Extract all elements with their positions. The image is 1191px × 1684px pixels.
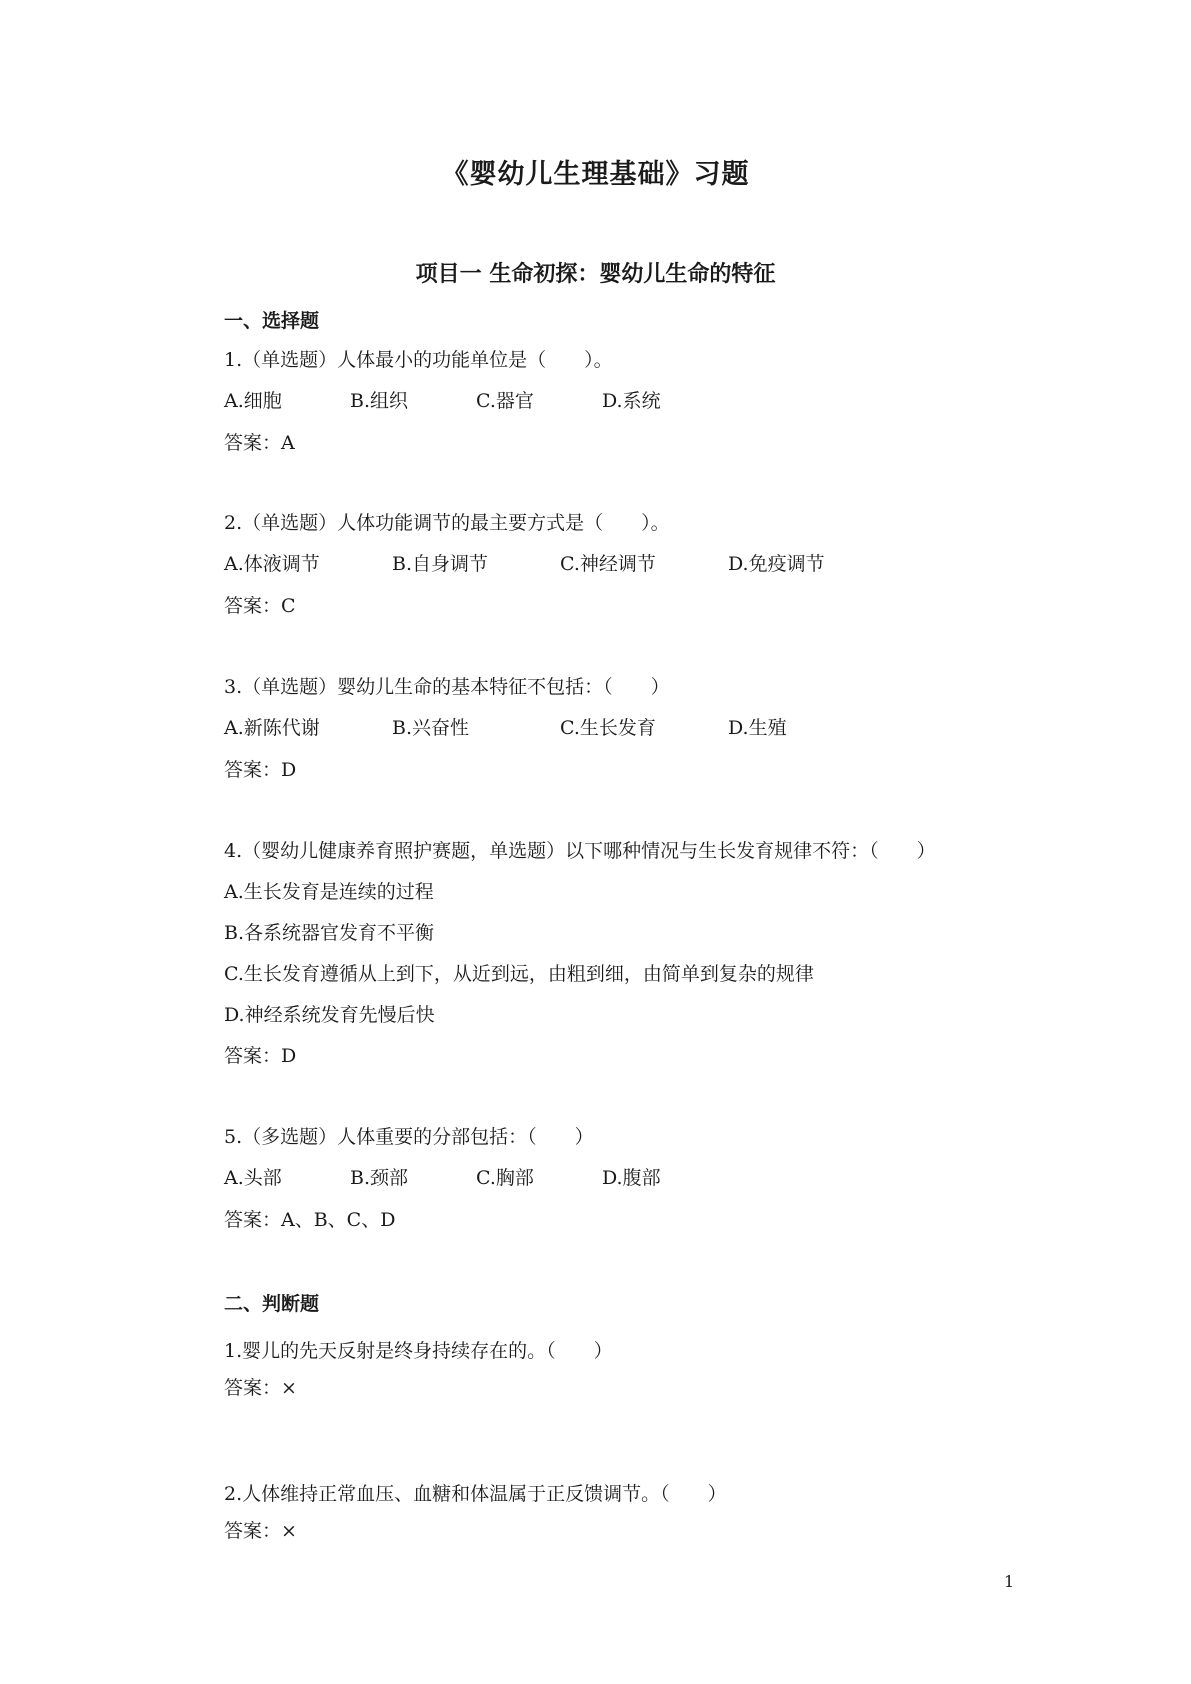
option: A.体液调节: [224, 553, 320, 575]
option: B.颈部: [350, 1167, 409, 1189]
answer: 答案：A: [224, 432, 295, 454]
option: A.新陈代谢: [224, 717, 320, 739]
option: C.生长发育: [560, 717, 656, 739]
answer: 答案：D: [224, 1045, 297, 1067]
option: A.头部: [224, 1167, 282, 1189]
option: D.腹部: [602, 1167, 661, 1189]
document-title: 《婴幼儿生理基础》习题: [441, 159, 750, 190]
option: C.神经调节: [560, 553, 656, 575]
question-options: [224, 713, 787, 740]
question-stem: 3.（单选题）婴幼儿生命的基本特征不包括：（ ）: [224, 676, 670, 698]
answer: 答案：×: [224, 1520, 297, 1542]
question-options: [224, 1163, 661, 1190]
section-heading-judgement: 二、判断题: [224, 1293, 320, 1315]
answer: 答案：D: [224, 759, 297, 781]
option: B.各系统器官发育不平衡: [224, 922, 435, 944]
option: D.生殖: [728, 717, 787, 739]
option: D.免疫调节: [728, 553, 825, 575]
answer: 答案：×: [224, 1377, 297, 1399]
option: C.生长发育遵循从上到下，从近到远，由粗到细，由简单到复杂的规律: [224, 963, 814, 985]
option: B.自身调节: [392, 553, 489, 575]
option: C.胸部: [476, 1167, 534, 1189]
option: B.兴奋性: [392, 717, 470, 739]
project-title: 项目一 生命初探：婴幼儿生命的特征: [415, 262, 776, 287]
option: B.组织: [350, 390, 409, 412]
option: A.生长发育是连续的过程: [224, 881, 434, 903]
option: A.细胞: [224, 390, 282, 412]
question-stem: 5.（多选题）人体重要的分部包括：（ ）: [224, 1126, 594, 1148]
question-stem: 1.（单选题）人体最小的功能单位是（ ）。: [224, 349, 613, 371]
question-options: [224, 386, 661, 413]
option: D.神经系统发育先慢后快: [224, 1004, 435, 1026]
question-stem: 2.人体维持正常血压、血糖和体温属于正反馈调节。（ ）: [224, 1483, 727, 1505]
page-number: 1: [1004, 1572, 1015, 1591]
option: D.系统: [602, 390, 661, 412]
answer: 答案：A、B、C、D: [224, 1209, 396, 1231]
answer: 答案：C: [224, 595, 296, 617]
section-heading-choice: 一、选择题: [224, 310, 320, 332]
question-stem: 2.（单选题）人体功能调节的最主要方式是（ ）。: [224, 512, 670, 534]
question-options: [224, 549, 825, 576]
question-stem: 1.婴儿的先天反射是终身持续存在的。（ ）: [224, 1340, 613, 1362]
question-stem: 4.（婴幼儿健康养育照护赛题，单选题）以下哪种情况与生长发育规律不符：（ ）: [224, 840, 936, 862]
option: C.器官: [476, 390, 534, 412]
